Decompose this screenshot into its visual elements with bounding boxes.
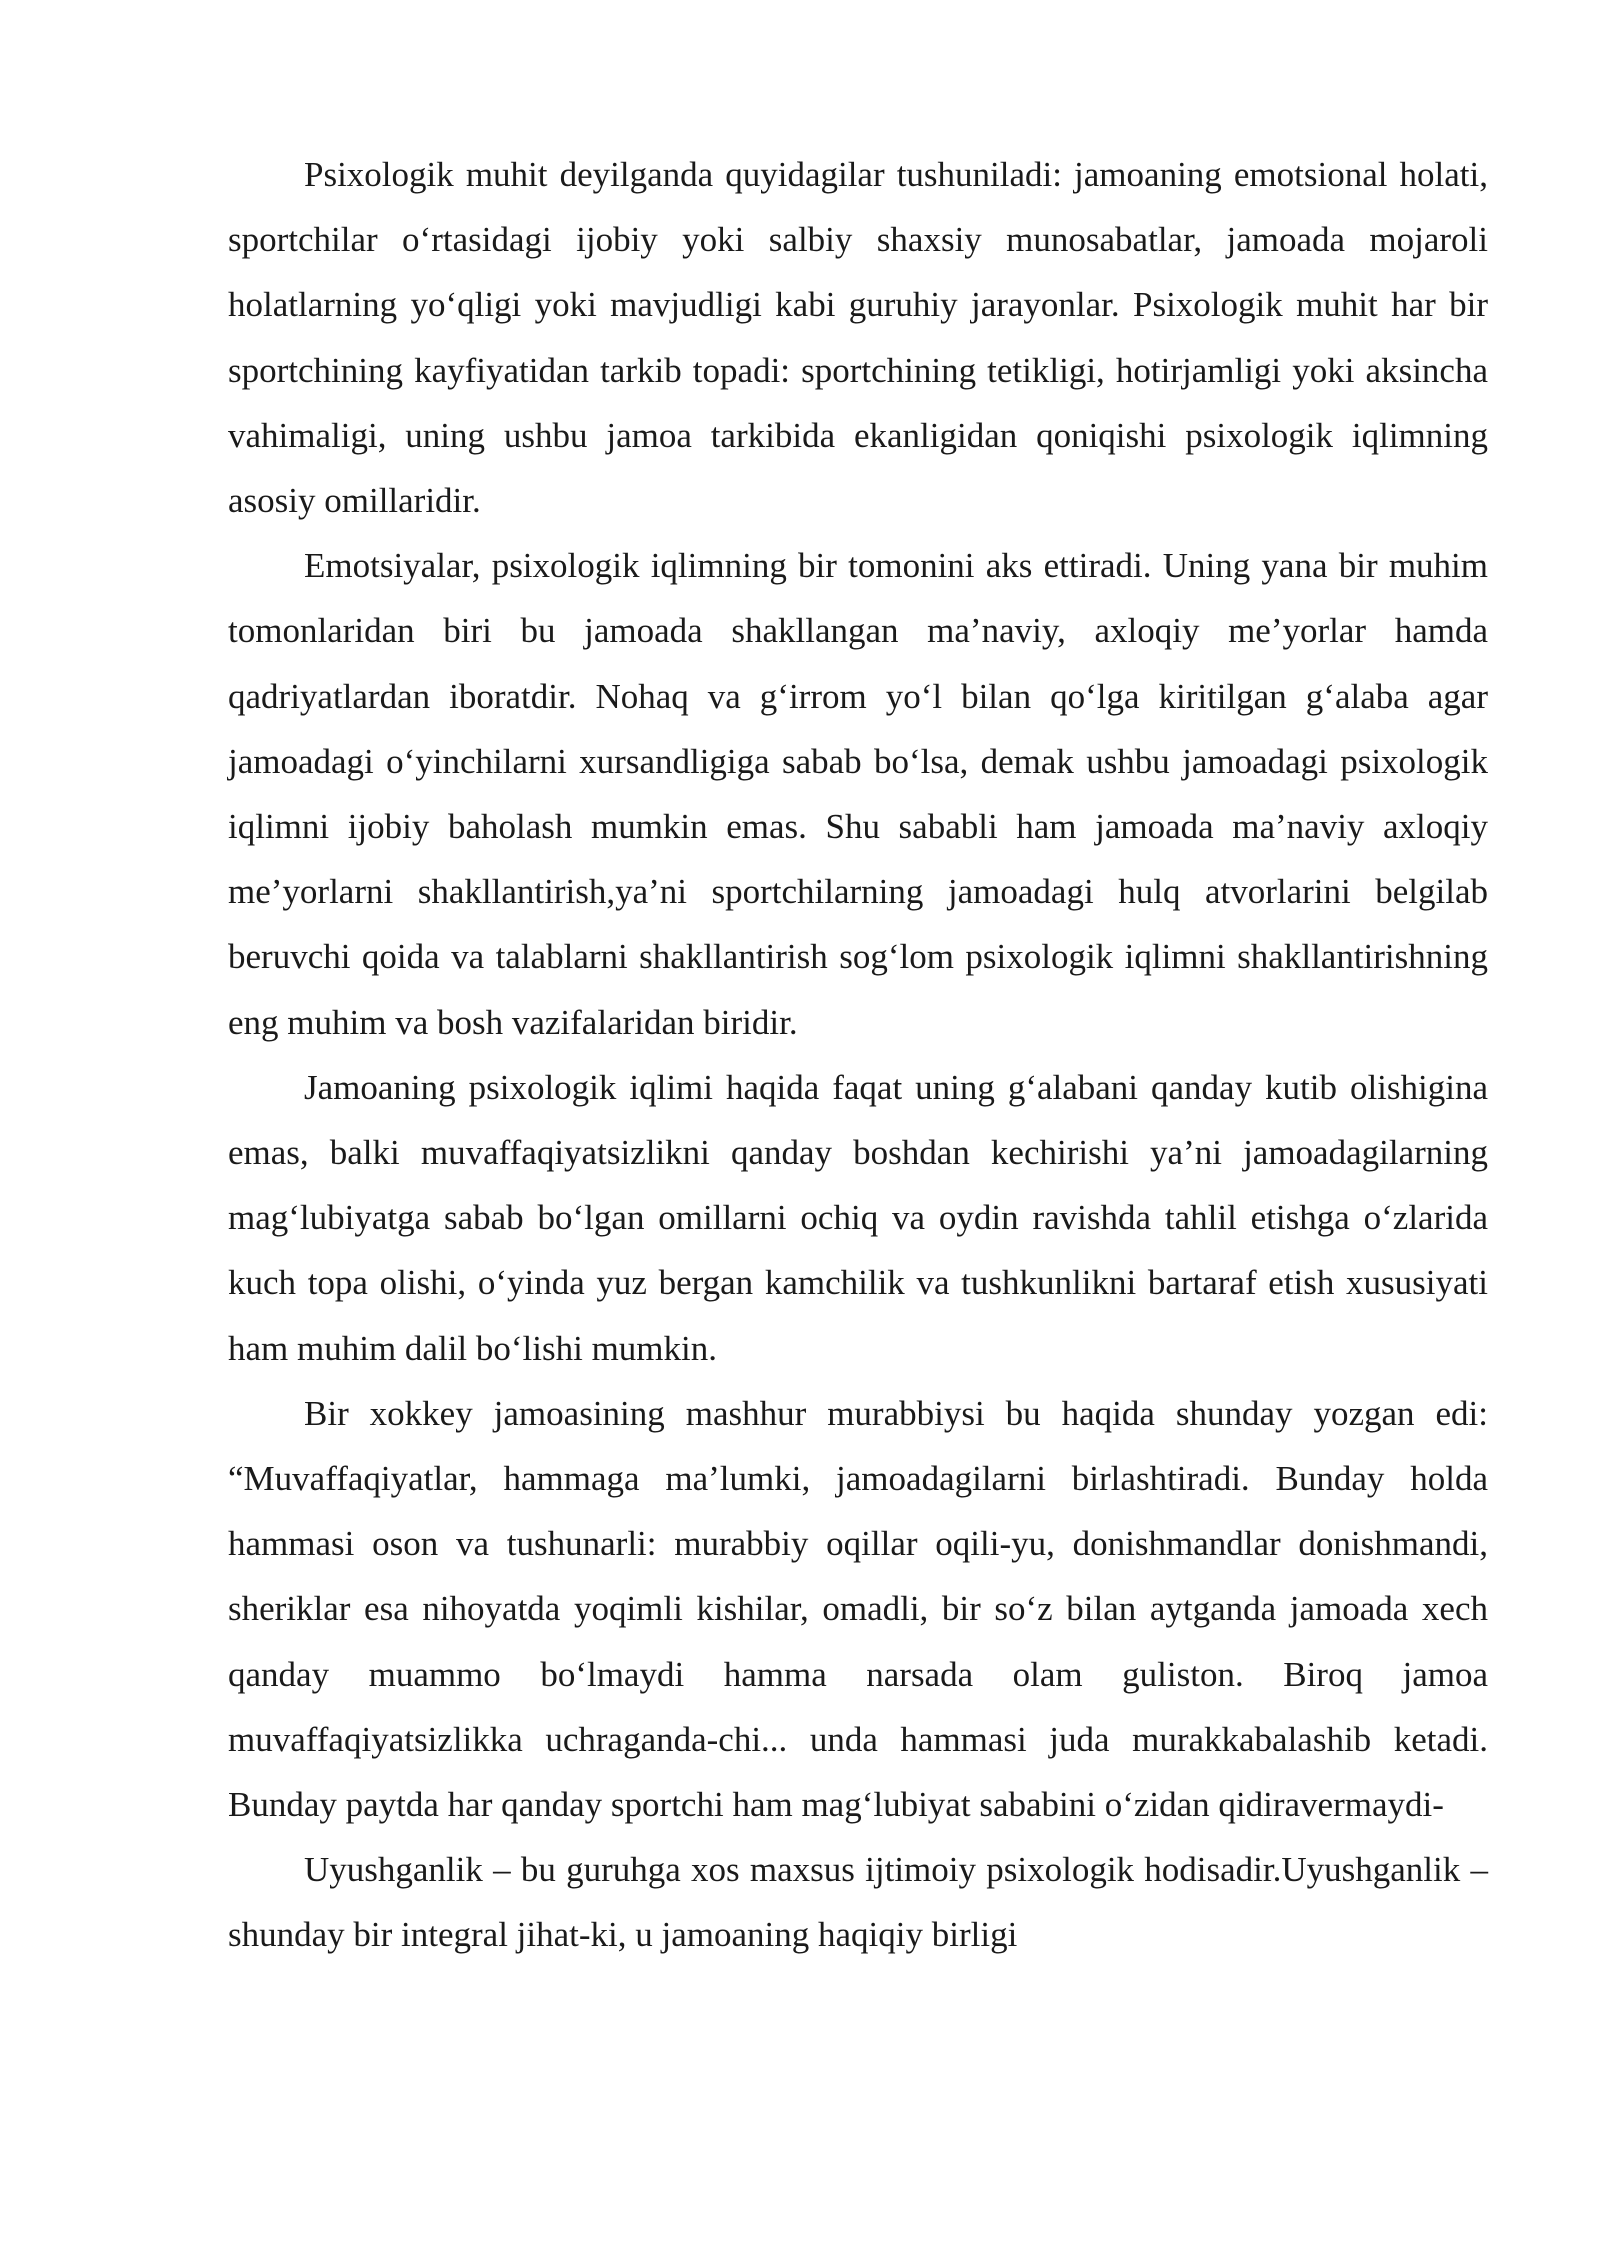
paragraph-uyushganlik: Uyushganlik – bu guruhga xos maxsus ijtimoiy psixologik hodisadir.Uyushganlik – shunday bir integral jihat-ki, u jamoaning haqiqiy birligi xyxy=(228,1850,1488,1955)
paragraph-emotsiyalar: Emotsiyalar, psixologik iqlimning bir tomonini aks ettiradi. Uning yana bir muhim tomonlaridan biri bu jamoada shakllangan ma’naviy, axloqiy me’yorlar hamda qadriyatlardan iboratdir. Nohaq va g‘irrom yo‘l bilan qo‘lga kiritilgan g‘alaba agar jamoadagi o‘yinchilarni xursandligiga sabab bo‘lsa, demak ushbu jamoadagi psixologik iqlimni ijobiy baholash mumkin emas. Shu sababli ham jamoada ma’naviy axloqiy me’yorlarni shakllantirish,ya’ni sportchilarning jamoadagi hulq atvorlarini belgilab beruvchi qoida va talablarni shakllantirish sog‘lom psixologik iqlimni shakllantirishning eng muhim va bosh vazifalaridan biridir. xyxy=(228,546,1488,1042)
document-body xyxy=(228,142,1488,1968)
paragraph-xokkey-murabbiysi: Bir xokkey jamoasining mashhur murabbiysi bu haqida shunday yozgan edi: “Muvaffaqiyatlar, hammaga ma’lumki, jamoadagilarni birlashtiradi. Bunday holda hammasi oson va tushunarli: murabbiy oqillar oqili-yu, donishmandlar donishmandi, sheriklar esa nihoyatda yoqimli kishilar, omadli, bir so‘z bilan aytganda jamoada xech qanday muammo bo‘lmaydi hamma narsada olam guliston. Biroq jamoa muvaffaqiyatsizlikka uchraganda-chi... unda hammasi juda murakkabalashib ketadi. Bunday paytda har qanday sportchi ham mag‘lubiyat sababini o‘zidan qidiravermaydi- xyxy=(228,1393,1488,1825)
paragraph-jamoaning-iqlimi: Jamoaning psixologik iqlimi haqida faqat uning g‘alabani qanday kutib olishigina emas, balki muvaffaqiyatsizlikni qanday boshdan kechirishi ya’ni jamoadagilarning mag‘lubiyatga sabab bo‘lgan omillarni ochiq va oydin ravishda tahlil etishga o‘zlarida kuch topa olishi, o‘yinda yuz bergan kamchilik va tushkunlikni bartaraf etish xususiyati ham muhim dalil bo‘lishi mumkin. xyxy=(228,1067,1488,1368)
paragraph-psixologik-muhit: Psixologik muhit deyilganda quyidagilar tushuniladi: jamoaning emotsional holati, sportchilar o‘rtasidagi ijobiy yoki salbiy shaxsiy munosabatlar, jamoada mojaroli holatlarning yo‘qligi yoki mavjudligi kabi guruhiy jarayonlar. Psixologik muhit har bir sportchining kayfiyatidan tarkib topadi: sportchining tetikligi, hotirjamligi yoki aksincha vahimaligi, uning ushbu jamoa tarkibida ekanligidan qoniqishi psixologik iqlimning asosiy omillaridir. xyxy=(228,155,1488,521)
